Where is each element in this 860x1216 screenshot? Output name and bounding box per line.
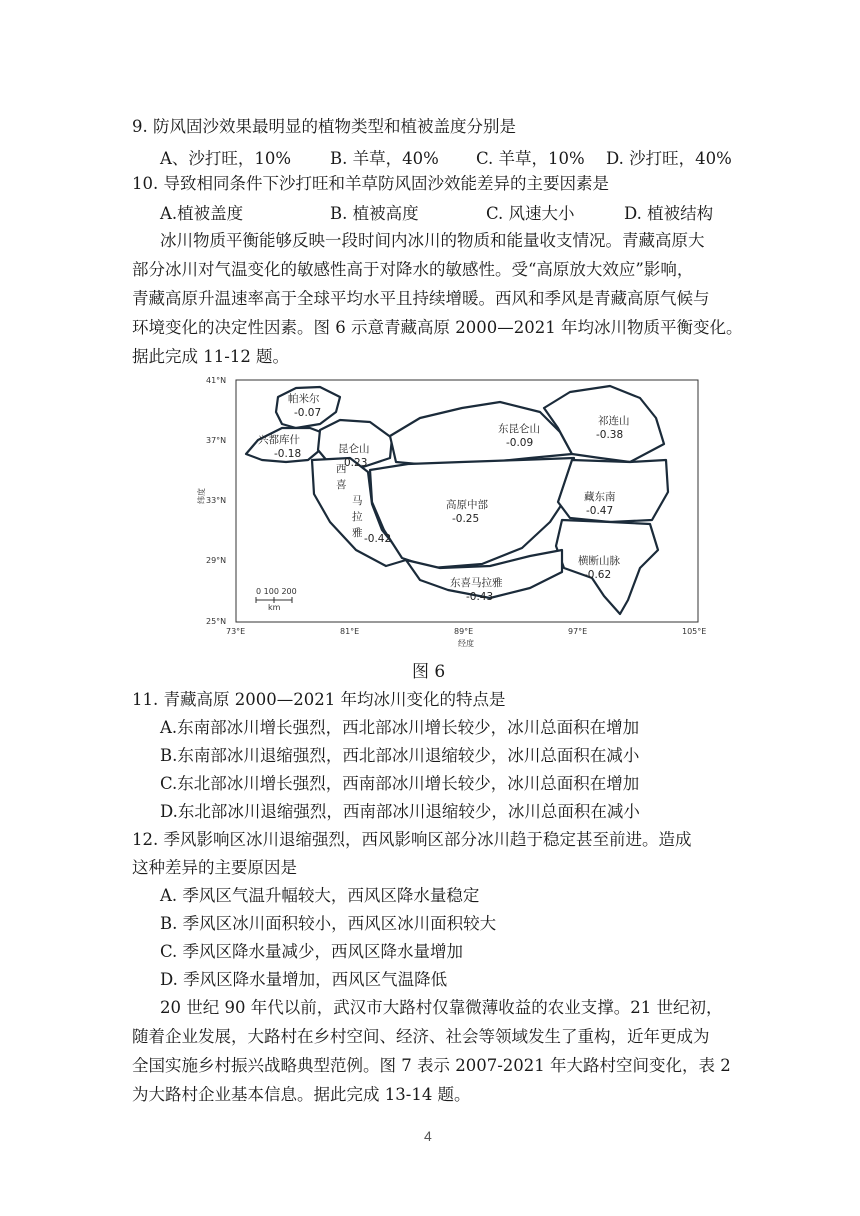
q12-stem-line-1: 12. 季风影响区冰川退缩强烈，西风影响区部分冰川趋于稳定甚至前进。造成 [132,830,692,849]
lon-axis-label: 经度 [458,639,474,648]
q11-option-a: A.东南部冰川增长强烈，西北部冰川增长较少，冰川总面积在增加 [160,718,640,737]
q9-option-d: D. 沙打旺，40% [606,149,732,168]
southeast-tibet-name: 藏东南 [584,491,616,503]
lat-tick-41: 41°N [206,376,227,385]
region-hengduan [556,520,658,614]
q11-option-c: C.东北部冰川增长强烈，西南部冰川增长较少，冰川总面积在增加 [160,774,640,793]
lat-tick-37: 37°N [206,436,227,445]
lon-tick-81: 81°E [340,627,360,636]
q9-stem: 9. 防风固沙效果最明显的植物类型和植被盖度分别是 [132,117,516,136]
west-himalaya-value: -0.42 [364,533,392,545]
hindukush-value: -0.18 [274,448,302,460]
q12-option-a: A. 季风区气温升幅较大，西风区降水量稳定 [160,886,480,905]
lat-tick-25: 25°N [206,617,227,626]
q12-option-b: B. 季风区冰川面积较小，西风区冰川面积较大 [160,914,497,933]
east-kunlun-value: -0.09 [506,437,534,449]
central-plateau-name: 高原中部 [446,499,488,511]
q9-option-b: B. 羊草，40% [330,149,439,168]
q12-option-c: C. 季风区降水量减少，西风区降水量增加 [160,942,464,961]
page-number: 4 [424,1128,432,1144]
passage1-line-4: 环境变化的决定性因素。图 6 示意青藏高原 2000—2021 年均冰川物质平衡变化。 [132,318,743,337]
q11-option-d: D.东北部冰川退缩强烈，西南部冰川退缩较少，冰川总面积在减小 [160,802,640,821]
q10-option-a: A.植被盖度 [160,204,244,223]
q12-stem-line-2: 这种差异的主要原因是 [132,858,297,877]
kunlun-name: 昆仑山 [338,443,370,455]
region-east-kunlun [390,402,572,466]
west-himalaya-name: 西喜马拉雅 [336,463,363,539]
lat-tick-33: 33°N [206,496,227,505]
pamir-value: -0.07 [294,407,322,419]
lon-tick-73: 73°E [226,627,246,636]
figure-caption: 图 6 [412,662,446,682]
hengduan-value: -0.62 [584,569,612,581]
scale-unit: km [268,603,281,612]
tibet-glacier-map [197,372,710,650]
east-himalaya-value: -0.43 [466,591,494,603]
q11-stem: 11. 青藏高原 2000—2021 年均冰川变化的特点是 [132,690,506,709]
passage1-line-1: 冰川物质平衡能够反映一段时间内冰川的物质和能量收支情况。青藏高原大 [160,231,705,250]
lon-tick-105: 105°E [682,627,707,636]
hindukush-name: 兴都库什 [258,434,300,446]
qilian-value: -0.38 [596,429,624,441]
pamir-name: 帕米尔 [288,393,320,405]
lon-tick-89: 89°E [454,627,474,636]
passage2-line-2: 随着企业发展，大路村在乡村空间、经济、社会等领域发生了重构，近年更成为 [132,1027,710,1046]
scale-numbers: 0 100 200 [256,587,297,596]
q10-stem: 10. 导致相同条件下沙打旺和羊草防风固沙效能差异的主要因素是 [132,174,609,193]
q10-option-c: C. 风速大小 [486,204,575,223]
lat-tick-29: 29°N [206,556,227,565]
q12-option-d: D. 季风区降水量增加，西风区气温降低 [160,970,448,989]
q10-option-b: B. 植被高度 [330,204,419,223]
east-himalaya-name: 东喜马拉雅 [450,577,503,589]
hengduan-name: 横断山脉 [578,555,620,567]
lon-tick-97: 97°E [568,627,588,636]
q11-option-b: B.东南部冰川退缩强烈，西北部冰川退缩较少，冰川总面积在减小 [160,746,640,765]
lat-axis-label: 纬度 [197,488,206,504]
central-plateau-value: -0.25 [452,513,480,525]
qilian-name: 祁连山 [598,415,630,427]
passage1-line-5: 据此完成 11-12 题。 [132,347,290,366]
q10-option-d: D. 植被结构 [624,204,714,223]
q9-option-c: C. 羊草，10% [476,149,585,168]
east-kunlun-name: 东昆仑山 [498,423,540,435]
q9-option-a: A、沙打旺，10% [160,149,292,168]
passage1-line-3: 青藏高原升温速率高于全球平均水平且持续增暖。西风和季风是青藏高原气候与 [132,289,710,308]
passage2-line-3: 全国实施乡村振兴战略典型范例。图 7 表示 2007-2021 年大路村空间变化，表 2 [132,1056,731,1075]
passage1-line-2: 部分冰川对气温变化的敏感性高于对降水的敏感性。受“高原放大效应”影响， [132,260,694,279]
kunlun-value: 0.23 [344,457,368,469]
southeast-tibet-value: -0.47 [586,505,614,517]
passage2-line-1: 20 世纪 90 年代以前，武汉市大路村仅靠微薄收益的农业支撑。21 世纪初， [160,998,723,1017]
passage2-line-4: 为大路村企业基本信息。据此完成 13-14 题。 [132,1085,471,1104]
